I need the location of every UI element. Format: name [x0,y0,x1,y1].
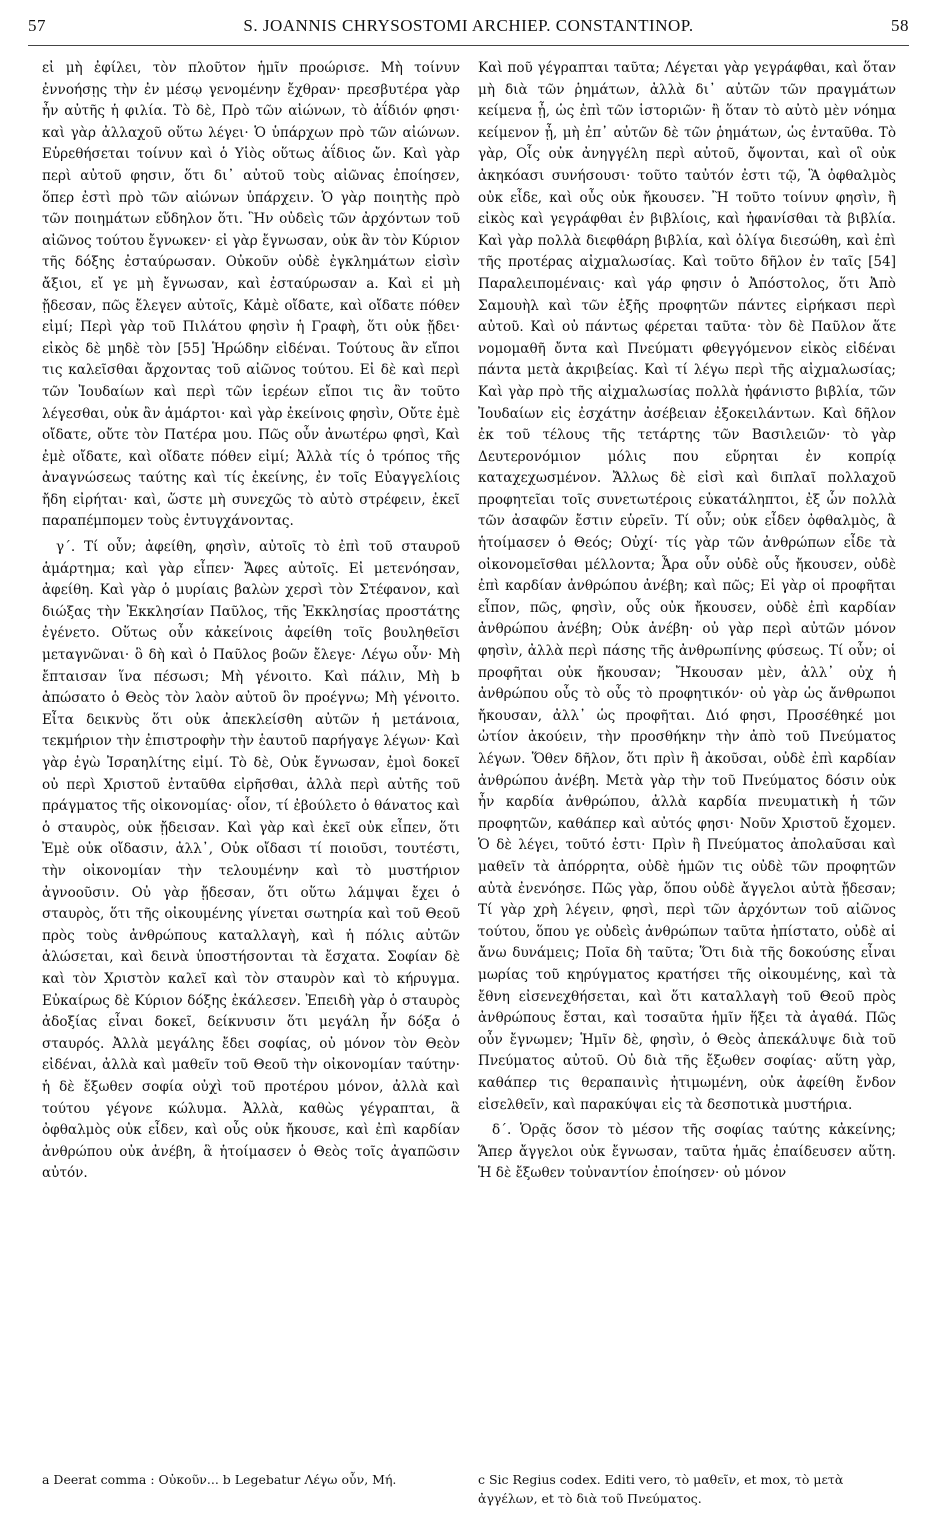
left-column-number: 57 [28,16,46,35]
left-text-column [42,58,460,1453]
right-column-number: 58 [891,16,909,35]
footnotes-left: a Deerat comma : Οὐκοῦν... b Legebatur Λέγω οὖν, Μή. [42,1472,397,1487]
running-title: S. JOANNIS CHRYSOSTOMI ARCHIEP. CONSTANTINOP. [243,16,694,35]
footnotes-right: c Sic Regius codex. Editi vero, τὸ μαθεῖν, et mox, τὸ μετὰ ἀγγέλων, et τὸ διὰ τοῦ Πνεύματος. [478,1472,844,1506]
header-rule [28,45,909,46]
right-text-column [478,58,896,1453]
paragraph: δ΄. Ὁρᾷς ὅσον τὸ μέσον τῆς σοφίας ταύτης κἀκείνης; Ἅπερ ἄγγελοι οὐκ ἔγνωσαν, ταῦτα ἡμᾶς ἐπαίδευσεν αὕτη. Ἡ δὲ ἔξωθεν τοὐναντίον ἐποίησεν· οὐ μόνον [478,1122,896,1182]
running-header [28,16,909,46]
paragraph: γ΄. Τί οὖν; ἀφείθη, φησὶν, αὐτοῖς τὸ ἐπὶ τοῦ σταυροῦ ἁμάρτημα; καὶ γὰρ εἶπεν· Ἄφες αὐτοῖς. Εἰ μετενόησαν, ἀφείθη. Καὶ γὰρ ὁ μυρίαις βαλὼν χερσὶ τὸν Στέφανον, καὶ διώξας τὴν Ἐκκλησίαν Παῦλος, τῆς Ἐκκλησίας προστάτης ἐγένετο. Οὕτως οὖν κἀκείνοις ἀφείθη τοῖς βουληθεῖσι μεταγνῶναι· ὃ δὴ καὶ ὁ Παῦλος βοῶν ἔλεγε· Λέγω οὖν· Μὴ ἔπταισαν ἵνα πέσωσι; Μὴ γένοιτο. Καὶ πάλιν, Μὴ b ἀπώσατο ὁ Θεὸς τὸν λαὸν αὐτοῦ ὃν προέγνω; Μὴ γένοιτο. Εἶτα δεικνὺς ὅτι οὐκ ἀπεκλείσθη αὐτῶν ἡ μετάνοια, τεκμήριον τὴν ἐπιστροφὴν τὴν ἑαυτοῦ παρήγαγε λέγων· Καὶ γὰρ ἐγὼ Ἰσραηλίτης εἰμί. Τὸ δὲ, Οὐκ ἔγνωσαν, ἐμοὶ δοκεῖ οὐ περὶ Χριστοῦ ἐνταῦθα εἰρῆσθαι, ἀλλὰ περὶ αὐτῆς τοῦ πράγματος τῆς οἰκονομίας· οἷον, τί ἐβούλετο ὁ θάνατος καὶ ὁ σταυρὸς, οὐκ ᾔδεισαν. Καὶ γὰρ καὶ ἐκεῖ οὐκ εἶπεν, ὅτι Ἐμὲ οὐκ οἴδασιν, ἀλλ᾽, Οὐκ οἴδασι τί ποιοῦσι, τουτέστι, τὴν οἰκονομίαν τὴν τελουμένην καὶ τὸ μυστήριον ἀγνοοῦσιν. Οὐ γὰρ ᾔδεσαν, ὅτι οὕτω λάμψαι ἔχει ὁ σταυρὸς, ὅτι τῆς οἰκουμένης γίνεται σωτηρία καὶ τοῦ Θεοῦ πρὸς τοὺς ἀνθρώπους καταλλαγὴ, καὶ ἡ πόλις αὐτῶν ἁλώσεται, καὶ δεινὰ ὑποστήσονται τὰ ἔσχατα. Σοφίαν δὲ καὶ τὸν Χριστὸν καλεῖ καὶ τὸν σταυρὸν καὶ τὸ κήρυγμα. Εὐκαίρως δὲ Κύριον δόξης ἐκάλεσεν. Ἐπειδὴ γὰρ ὁ σταυρὸς ἀδοξίας εἶναι δοκεῖ, δείκνυσιν ὅτι μεγάλη ἦν δόξα ὁ σταυρός. Ἀλλὰ μεγάλης ἔδει σοφίας, οὐ μόνον τὸν Θεὸν εἰδέναι, ἀλλὰ καὶ μαθεῖν τοῦ Θεοῦ τὴν οἰκονομίαν ταύτην· ἡ δὲ ἔξωθεν σοφία οὐχὶ τοῦ προτέρου μόνον, ἀλλὰ καὶ τούτου γέγονε κώλυμα. Ἀλλὰ, καθὼς γέγραπται, ἃ ὀφθαλμὸς οὐκ εἶδεν, καὶ οὖς οὐκ ἤκουσε, καὶ ἐπὶ καρδίαν ἀνθρώπου οὐκ ἀνέβη, ἃ ἡτοίμασεν ὁ Θεὸς τοῖς ἀγαπῶσιν αὐτόν. [42,539,460,1182]
paragraph: εἰ μὴ ἐφίλει, τὸν πλοῦτον ἡμῖν προώρισε. Μὴ τοίνυν ἐννοήσῃς τὴν ἐν μέσῳ γενομένην ἔχθραν· πρεσβυτέρα γὰρ ἦν αὐτῆς ἡ φιλία. Τὸ δὲ, Πρὸ τῶν αἰώνων, τὸ ἀΐδιόν φησι· καὶ γὰρ ἀλλαχοῦ οὕτω λέγει· Ὁ ὑπάρχων πρὸ τῶν αἰώνων. Εὑρεθήσεται τοίνυν καὶ ὁ Υἱὸς οὕτως ἀΐδιος ὤν. Καὶ γὰρ περὶ αὐτοῦ φησιν, ὅτι δι᾽ αὐτοῦ τοὺς αἰῶνας ἐποίησεν, ὅπερ ἐστὶ πρὸ τῶν αἰώνων ὑπάρχειν. Ὁ γὰρ ποιητὴς πρὸ τῶν ποιημάτων εὔδηλον ὅτι. Ἣν οὐδεὶς τῶν ἀρχόντων τοῦ αἰῶνος τούτου ἔγνωκεν· εἰ γὰρ ἔγνωσαν, οὐκ ἂν τὸν Κύριον τῆς δόξης ἐσταύρωσαν. Οὐκοῦν οὐδὲ ἐγκλημάτων εἰσὶν ἄξιοι, εἴ γε μὴ ἔγνωσαν, καὶ ἐσταύρωσαν a. Καὶ εἰ μὴ ᾔδεσαν, πῶς ἔλεγεν αὐτοῖς, Κἀμὲ οἴδατε, καὶ οἴδατε πόθεν εἰμί; Περὶ γὰρ τοῦ Πιλάτου φησὶν ἡ Γραφὴ, ὅτι οὐκ ᾔδει· εἰκὸς δὲ μηδὲ τὸν [55] Ἡρώδην εἰδέναι. Τούτους ἂν εἴποι τις καλεῖσθαι ἄρχοντας τοῦ αἰῶνος τούτου. Εἰ δὲ καὶ περὶ τῶν Ἰουδαίων καὶ περὶ τῶν ἱερέων εἴποι τις ἂν τοῦτο λέγεσθαι, οὐκ ἂν ἁμάρτοι· καὶ γὰρ ἐκείνοις φησὶν, Οὔτε ἐμὲ οἴδατε, οὔτε τὸν Πατέρα μου. Πῶς οὖν ἀνωτέρω φησὶ, Καὶ ἐμὲ οἴδατε, καὶ οἴδατε πόθεν εἰμί; Ἀλλὰ τίς ὁ τρόπος τῆς ἀναγνώσεως ταύτης καὶ τίς ἐκείνης, ἐν τοῖς Εὐαγγελίοις ἤδη εἰρήται· καὶ, ὥστε μὴ συνεχῶς τὸ αὐτὸ στρέφειν, ἐκεῖ παραπέμπομεν τοὺς ἐντυγχάνοντας. [42,60,460,530]
paragraph: Καὶ ποῦ γέγραπται ταῦτα; Λέγεται γὰρ γεγράφθαι, καὶ ὅταν μὴ διὰ τῶν ῥημάτων, ἀλλὰ δι᾽ αὐτῶν τῶν πραγμάτων κείμενα ᾖ, ὡς ἐπὶ τῶν ἱστοριῶν· ἢ ὅταν τὸ αὐτὸ μὲν νόημα κείμενον ᾖ, μὴ ἐπ᾽ αὐτῶν δὲ τῶν ῥημάτων, ὡς ἐνταῦθα. Τὸ γὰρ, Οἷς οὐκ ἀνηγγέλη περὶ αὐτοῦ, ὄψονται, καὶ οἳ οὐκ ἀκηκόασι συνήσουσι· τοῦτο ταὐτόν ἐστι τῷ, Ἃ ὀφθαλμὸς οὐκ εἶδε, καὶ οὖς οὐκ ἤκουσεν. Ἢ τοῦτο τοίνυν φησὶν, ἢ εἰκὸς καὶ γεγράφθαι ἐν βιβλίοις, καὶ ἠφανίσθαι τὰ βιβλία. Καὶ γὰρ πολλὰ διεφθάρη βιβλία, καὶ ὀλίγα διεσώθη, καὶ ἐπὶ τῆς προτέρας αἰχμαλωσίας. Καὶ τοῦτο δῆλον ἐν ταῖς [54] Παραλειπομέναις· καὶ γάρ φησιν ὁ Ἀπόστολος, ὅτι Ἀπὸ Σαμουὴλ καὶ τῶν ἑξῆς προφητῶν πάντες εἰρήκασι περὶ αὐτοῦ. Καὶ οὐ πάντως φέρεται ταῦτα· τὸν δὲ Παῦλον ἅτε νομομαθῆ ὄντα καὶ Πνεύματι φθεγγόμενον εἰκὸς εἰδέναι πάντα μετὰ ἀκριβείας. Καὶ τί λέγω περὶ τῆς αἰχμαλωσίας; Καὶ γὰρ πρὸ τῆς αἰχμαλωσίας πολλὰ ἠφάνιστο βιβλία, τῶν Ἰουδαίων εἰς ἐσχάτην ἀσέβειαν ἐξοκειλάντων. Καὶ δῆλον ἐκ τοῦ τέλους τῆς τετάρτης τῶν Βασιλειῶν· τὸ γὰρ Δευτερονόμιον μόλις που εὕρηται ἐν κοπρίᾳ καταχεχωσμένον. Ἄλλως δὲ εἰσὶ καὶ διπλαῖ πολλαχοῦ προφητεῖαι τοῖς συνετωτέροις εὐκατάληπτοι, ἐξ ὧν πολλὰ τῶν ἀσαφῶν ἔστιν εὑρεῖν. Τί οὖν; οὐκ εἶδεν ὀφθαλμὸς, ἃ ἡτοίμασεν ὁ Θεός; Οὐχί· τίς γὰρ τῶν ἀνθρώπων εἶδε τὰ οἰκονομεῖσθαι μέλλοντα; Ἆρα οὖν οὐδὲ οὖς ἤκουσεν, οὐδὲ ἐπὶ καρδίαν ἀνθρώπου ἀνέβη; καὶ πῶς; Εἰ γὰρ οἱ προφῆται εἶπον, πῶς, φησὶν, οὖς οὐκ ἤκουσεν, οὐδὲ ἐπὶ καρδίαν ἀνθρώπου ἀνέβη; Οὐκ ἀνέβη· οὐ γὰρ περὶ αὐτῶν μόνον φησὶν, ἀλλὰ περὶ πάσης τῆς ἀνθρωπίνης φύσεως. Τί οὖν; οἱ προφῆται οὐκ ἤκουσαν; Ἤκουσαν μὲν, ἀλλ᾽ οὐχ ἡ ἀνθρώπου οὖς τὸ οὖς τὸ προφητικόν· οὐ γὰρ ὡς ἄνθρωποι ἤκουσαν, ἀλλ᾽ ὡς προφῆται. Διό φησι, Προσέθηκέ μοι ὠτίον ἀκούειν, τὴν προσθήκην τὴν ἀπὸ τοῦ Πνεύματος λέγων. Ὅθεν δῆλον, ὅτι πρὶν ἢ ἀκοῦσαι, οὐδὲ ἐπὶ καρδίαν ἀνθρώπου ἀνέβη. Μετὰ γὰρ τὴν τοῦ Πνεύματος δόσιν οὐκ ἦν καρδία ἀνθρώπου, ἀλλὰ καρδία πνευματικὴ ἡ τῶν προφητῶν, καθάπερ καὶ αὐτός φησι· Νοῦν Χριστοῦ ἔχομεν. Ὁ δὲ λέγει, τοῦτό ἐστι· Πρὶν ἢ Πνεύματος ἀπολαῦσαι καὶ μαθεῖν τὰ ἀπόρρητα, οὐδὲ ἡμῶν τις οὐδὲ τῶν προφητῶν αὐτὰ ἐνενόησε. Πῶς γὰρ, ὅπου οὐδὲ ἄγγελοι αὐτὰ ᾔδεσαν; Τί γὰρ χρὴ λέγειν, φησὶ, περὶ τῶν ἀρχόντων τοῦ αἰῶνος τούτου, ὅπου γε οὐδεὶς ἀνθρώπων ταῦτα ἠπίστατο, οὐδὲ αἱ ἄνω δυνάμεις; Ποῖα δὴ ταῦτα; Ὅτι διὰ τῆς δοκούσης εἶναι μωρίας τοῦ κηρύγματος κρατήσει τῆς οἰκουμένης, καὶ τὰ ἔθνη εἰσενεχθήσεται, καὶ ὅτι καταλλαγὴ τοῦ Θεοῦ πρὸς ἀνθρώπους ἔσται, καὶ τοσαῦτα ἡμῖν ἥξει τὰ ἀγαθά. Πῶς οὖν ἔγνωμεν; Ἡμῖν δὲ, φησὶν, ὁ Θεὸς ἀπεκάλυψε διὰ τοῦ Πνεύματος αὐτοῦ. Οὐ διὰ τῆς ἔξωθεν σοφίας· αὕτη γὰρ, καθάπερ τις θεραπαινὶς ἠτιμωμένη, οὐκ ἀφείθη ἔνδον εἰσελθεῖν, καὶ παρακύψαι εἰς τὰ δεσποτικὰ μυστήρια. [478,60,896,1113]
